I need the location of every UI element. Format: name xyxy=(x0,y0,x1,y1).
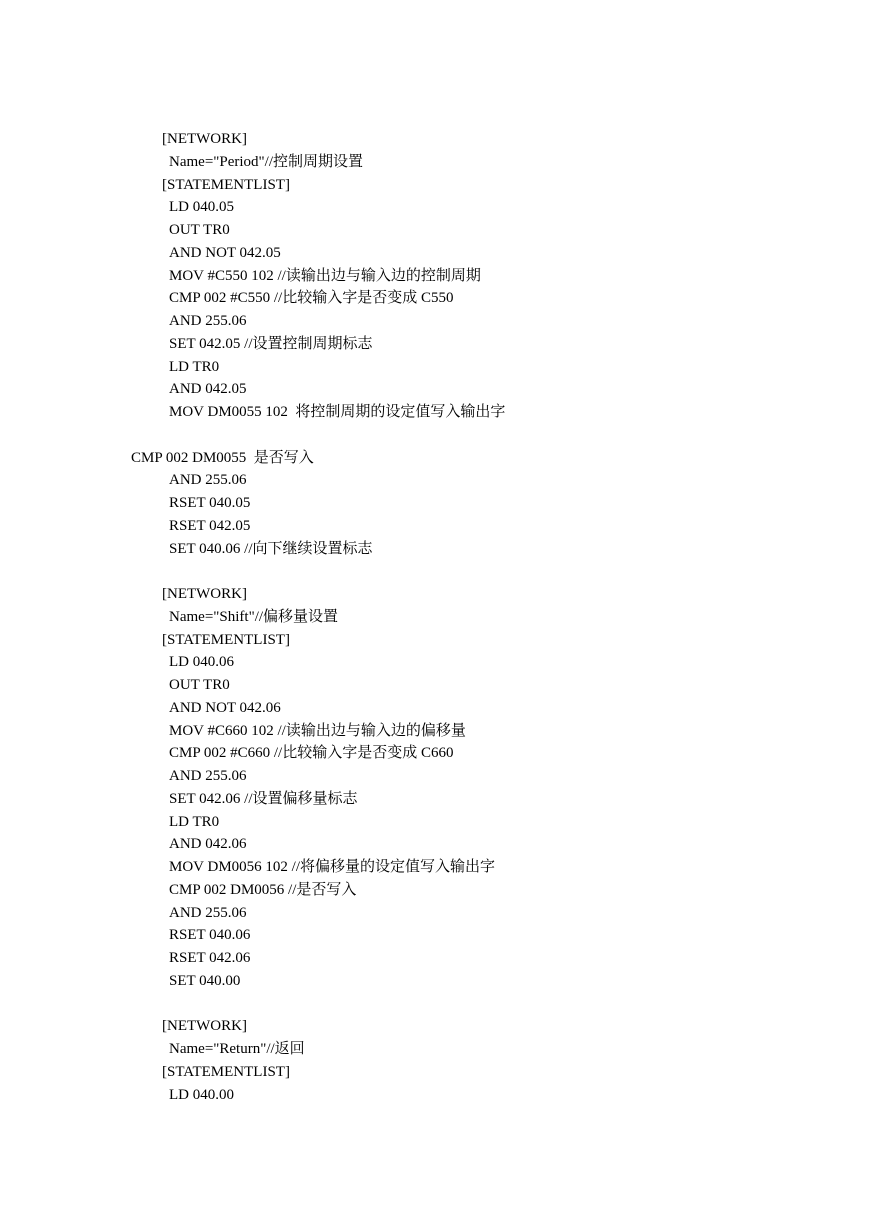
statement-line: OUT TR0 xyxy=(169,222,230,238)
statement-line: CMP 002 DM0056 //是否写入 xyxy=(169,881,357,898)
statement-line: RSET 040.06 xyxy=(169,927,251,944)
section-header-line: [STATEMENTLIST] xyxy=(162,176,290,193)
blank-line xyxy=(0,560,869,583)
statement-line: AND 255.06 xyxy=(169,472,247,489)
section-header-line: [NETWORK] xyxy=(162,586,247,602)
statement-line: OUT TR0 xyxy=(169,677,230,693)
outdented-statement-line: CMP 002 DM0055 是否写入 xyxy=(131,449,314,466)
statement-line: LD TR0 xyxy=(169,813,220,830)
statement-line: MOV #C550 102 //读输出边与输入边的控制周期 xyxy=(169,267,481,284)
blank-line xyxy=(0,424,869,447)
statement-line: AND NOT 042.05 xyxy=(169,244,281,261)
statement-line: SET 040.06 //向下继续设置标志 xyxy=(169,540,373,557)
statement-line: AND NOT 042.06 xyxy=(169,699,281,716)
statement-line: Name="Return"//返回 xyxy=(169,1041,305,1057)
statement-line: RSET 042.06 xyxy=(169,950,251,966)
statement-line: RSET 040.05 xyxy=(169,495,251,511)
section-header-line: [STATEMENTLIST] xyxy=(162,1063,290,1080)
statement-line: LD TR0 xyxy=(169,358,220,375)
statement-line: SET 042.05 //设置控制周期标志 xyxy=(169,335,373,352)
section-header-line: [STATEMENTLIST] xyxy=(162,631,290,648)
statement-line: MOV DM0055 102 将控制周期的设定值写入输出字 xyxy=(169,404,506,420)
statement-line: AND 255.06 xyxy=(169,768,247,784)
statement-line: SET 042.06 //设置偏移量标志 xyxy=(169,790,358,807)
statement-line: LD 040.06 xyxy=(169,654,234,671)
statement-line: AND 042.06 xyxy=(169,836,247,853)
statement-line: MOV #C660 102 //读输出边与输入边的偏移量 xyxy=(169,722,466,739)
section-header-line: [NETWORK] xyxy=(162,131,247,147)
statement-line: AND 255.06 xyxy=(169,904,247,921)
statement-line: RSET 042.05 xyxy=(169,517,251,534)
statement-line: CMP 002 #C550 //比较输入字是否变成 C550 xyxy=(169,290,454,307)
statement-line: CMP 002 #C660 //比较输入字是否变成 C660 xyxy=(169,745,454,762)
statement-line: AND 255.06 xyxy=(169,313,247,329)
statement-line: MOV DM0056 102 //将偏移量的设定值写入输出字 xyxy=(169,859,495,875)
statement-line: LD 040.05 xyxy=(169,199,234,216)
statement-line: Name="Period"//控制周期设置 xyxy=(169,153,364,170)
statement-line: LD 040.00 xyxy=(169,1086,234,1103)
section-header-line: [NETWORK] xyxy=(162,1018,247,1035)
statement-line: Name="Shift"//偏移量设置 xyxy=(169,608,339,625)
statement-line: AND 042.05 xyxy=(169,381,247,398)
plc-statement-list xyxy=(0,128,869,1106)
statement-line: SET 040.00 xyxy=(169,972,241,989)
blank-line xyxy=(0,993,869,1016)
